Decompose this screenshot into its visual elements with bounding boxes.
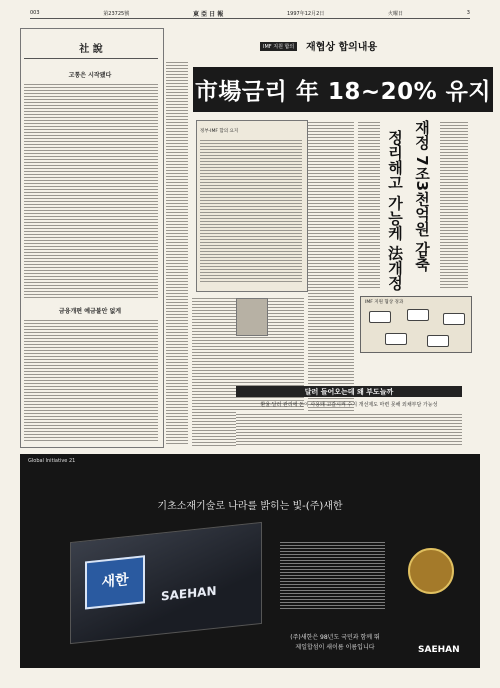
page-number: 003 xyxy=(30,10,40,16)
sub-story-body xyxy=(236,412,462,446)
ad-emblem-icon xyxy=(408,548,454,594)
weekday: 火曜日 xyxy=(388,10,404,17)
lead-kicker: IMF 지원 합의 xyxy=(260,42,297,51)
lead-vertical-headline-2: 정리해고 가능케 法개정 xyxy=(386,130,404,291)
date: 1997年12月2日 xyxy=(286,10,325,17)
lead-article-body-center xyxy=(308,120,354,446)
process-diagram xyxy=(360,296,472,353)
paper-name: 東 亞 日 報 xyxy=(192,10,224,18)
editorial-subhead-1: 고통은 시작됐다 xyxy=(68,72,112,79)
ad-footer-1: (주)새한은 98년도 국민과 함께 뛰 xyxy=(290,634,380,641)
diagram-node xyxy=(385,333,407,345)
sub-story-subhead: 환율·달러 관리에 돈이 사용돼 고갈시켜 수지 개선제도 마련 못해 외채부담 가능성 xyxy=(260,402,438,408)
ad-sign-panel xyxy=(85,555,145,609)
masthead xyxy=(30,8,470,19)
editorial-subhead-2: 금융개편 예금불안 없게 xyxy=(58,308,122,315)
sub-story-headline: 달러 들어오는데 왜 부도늘까 xyxy=(236,386,462,397)
ad-top-label: Global Initiative 21 xyxy=(28,458,76,464)
diagram-node xyxy=(407,309,429,321)
lead-top-headline: 재협상 합의내용 xyxy=(306,42,378,53)
diagram-node xyxy=(427,335,449,347)
article-column-middle xyxy=(166,60,188,444)
issue-number: 第23725號 xyxy=(103,10,130,17)
ad-brand-logo: SAEHAN xyxy=(418,645,460,655)
ad-sign-label: 새한 xyxy=(101,571,129,591)
lead-article-body-right xyxy=(440,120,468,290)
photo xyxy=(236,298,268,336)
lead-main-headline: 市場금리 年 18~20% 유지 xyxy=(193,67,493,112)
section-number: 3 xyxy=(466,10,470,16)
ad-sign-brand: SAEHAN xyxy=(161,583,217,604)
summary-box-label: 정부·IMF 합의 요지 xyxy=(200,129,239,134)
summary-box-body xyxy=(200,138,302,284)
editorial-body-1 xyxy=(24,82,158,300)
diagram-node xyxy=(443,313,465,325)
diagram-title: IMF 지원 협상 경과 xyxy=(365,300,404,305)
ad-footer-2: 제일합섬이 새이름 이름입니다 xyxy=(295,644,375,651)
editorial-divider xyxy=(24,58,158,59)
ad-slogan: 기초소재기술로 나라를 밝히는 빛-(주)새한 xyxy=(157,501,343,512)
diagram-node xyxy=(369,311,391,323)
lead-article-body-right-2 xyxy=(358,120,380,290)
lead-vertical-headline-1: 재정 7조3천억원 감축 xyxy=(413,120,431,272)
ad-sign-image xyxy=(70,522,262,644)
editorial-title: 社 說 xyxy=(79,44,103,55)
ad-body-text xyxy=(280,540,385,610)
editorial-body-2 xyxy=(24,318,158,442)
